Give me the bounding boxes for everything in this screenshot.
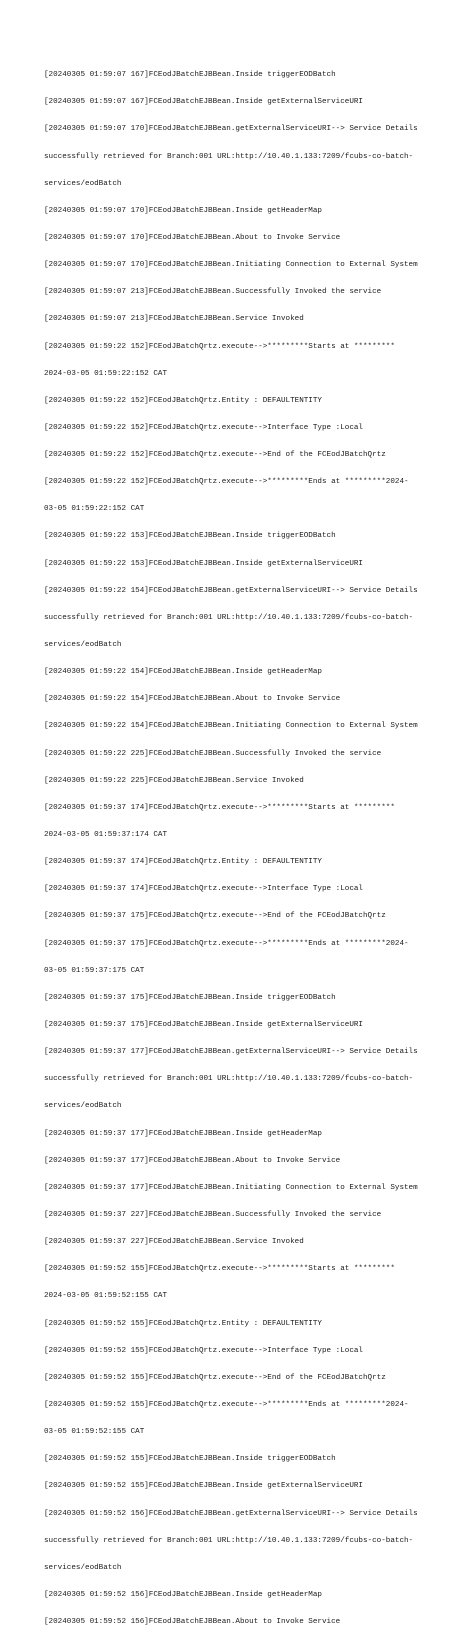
log-line: services/eodBatch [44, 179, 122, 188]
log-line: [20240305 01:59:22 152]FCEodJBatchQrtz.Entity : DEFAULTENTITY [44, 396, 322, 405]
log-line: [20240305 01:59:37 177]FCEodJBatchEJBBean.About to Invoke Service [44, 1156, 341, 1165]
log-line: [20240305 01:59:22 152]FCEodJBatchQrtz.execute-->Interface Type :Local [44, 423, 363, 432]
log-line: [20240305 01:59:52 156]FCEodJBatchEJBBean.getExternalServiceURI--> Service Details [44, 1509, 418, 1518]
log-line: [20240305 01:59:52 155]FCEodJBatchQrtz.Entity : DEFAULTENTITY [44, 1319, 322, 1328]
log-line: [20240305 01:59:07 170]FCEodJBatchEJBBean.About to Invoke Service [44, 233, 341, 242]
log-line: [20240305 01:59:22 154]FCEodJBatchEJBBean.getExternalServiceURI--> Service Details [44, 586, 418, 595]
log-line: [20240305 01:59:07 213]FCEodJBatchEJBBean.Successfully Invoked the service [44, 288, 382, 297]
log-line: 03-05 01:59:37:175 CAT [44, 966, 145, 975]
log-line: [20240305 01:59:37 174]FCEodJBatchQrtz.execute-->Interface Type :Local [44, 885, 363, 894]
log-line: [20240305 01:59:52 155]FCEodJBatchQrtz.execute-->*********Ends at *********2024- [44, 1400, 409, 1409]
log-line: [20240305 01:59:37 175]FCEodJBatchEJBBean.Inside triggerEODBatch [44, 993, 336, 1002]
log-line: services/eodBatch [44, 1102, 122, 1111]
log-line: [20240305 01:59:22 153]FCEodJBatchEJBBean.Inside triggerEODBatch [44, 532, 336, 541]
log-line: services/eodBatch [44, 641, 122, 650]
log-line: [20240305 01:59:37 227]FCEodJBatchEJBBean.Successfully Invoked the service [44, 1211, 382, 1219]
log-line: [20240305 01:59:22 225]FCEodJBatchEJBBean.Successfully Invoked the service [44, 749, 382, 758]
log-line: [20240305 01:59:37 174]FCEodJBatchQrtz.execute-->*********Starts at ********* [44, 803, 395, 812]
log-line: [20240305 01:59:37 177]FCEodJBatchEJBBean.Inside getHeaderMap [44, 1129, 322, 1138]
log-line: [20240305 01:59:22 154]FCEodJBatchEJBBean.About to Invoke Service [44, 695, 341, 704]
log-line: [20240305 01:59:22 154]FCEodJBatchEJBBean.Inside getHeaderMap [44, 668, 322, 677]
log-line: successfully retrieved for Branch:001 URL:http://10.40.1.133:7209/fcubs-co-batch- [44, 152, 414, 161]
log-line: [20240305 01:59:37 177]FCEodJBatchEJBBean.Initiating Connection to External System [44, 1183, 418, 1192]
log-line: [20240305 01:59:07 213]FCEodJBatchEJBBean.Service Invoked [44, 315, 304, 324]
log-line: [20240305 01:59:07 167]FCEodJBatchEJBBean.Inside triggerEODBatch [44, 71, 336, 80]
log-line: [20240305 01:59:52 155]FCEodJBatchEJBBean.Inside getExternalServiceURI [44, 1482, 363, 1491]
log-line: [20240305 01:59:22 152]FCEodJBatchQrtz.execute-->End of the FCEodJBatchQrtz [44, 451, 386, 460]
log-line: [20240305 01:59:22 154]FCEodJBatchEJBBean.Initiating Connection to External System [44, 722, 418, 731]
log-line: [20240305 01:59:07 167]FCEodJBatchEJBBean.Inside getExternalServiceURI [44, 98, 363, 107]
log-line: [20240305 01:59:37 175]FCEodJBatchEJBBean.Inside getExternalServiceURI [44, 1021, 363, 1030]
log-line: [20240305 01:59:37 175]FCEodJBatchQrtz.execute-->End of the FCEodJBatchQrtz [44, 912, 386, 921]
log-document [44, 53, 436, 1636]
log-line: [20240305 01:59:22 153]FCEodJBatchEJBBean.Inside getExternalServiceURI [44, 559, 363, 568]
log-line: 2024-03-05 01:59:37:174 CAT [44, 831, 168, 840]
log-line: [20240305 01:59:52 155]FCEodJBatchQrtz.execute-->Interface Type :Local [44, 1346, 363, 1355]
log-line: successfully retrieved for Branch:001 URL:http://10.40.1.133:7209/fcubs-co-batch- [44, 613, 414, 622]
log-line: [20240305 01:59:22 152]FCEodJBatchQrtz.execute-->*********Starts at ********* [44, 342, 395, 351]
log-line: [20240305 01:59:22 152]FCEodJBatchQrtz.execute-->*********Ends at *********2024- [44, 478, 409, 487]
log-line: successfully retrieved for Branch:001 URL:http://10.40.1.133:7209/fcubs-co-batch- [44, 1075, 414, 1084]
log-line: [20240305 01:59:37 174]FCEodJBatchQrtz.Entity : DEFAULTENTITY [44, 858, 322, 867]
log-line: [20240305 01:59:22 225]FCEodJBatchEJBBean.Service Invoked [44, 776, 304, 785]
log-line: 2024-03-05 01:59:22:152 CAT [44, 369, 168, 378]
log-line: 2024-03-05 01:59:52:155 CAT [44, 1292, 168, 1301]
log-line: [20240305 01:59:07 170]FCEodJBatchEJBBean.Initiating Connection to External System [44, 261, 418, 270]
log-line: [20240305 01:59:07 170]FCEodJBatchEJBBean.getExternalServiceURI--> Service Details [44, 125, 418, 134]
log-line: successfully retrieved for Branch:001 URL:http://10.40.1.133:7209/fcubs-co-batch- [44, 1536, 414, 1545]
log-line: [20240305 01:59:37 227]FCEodJBatchEJBBean.Service Invoked [44, 1238, 304, 1247]
log-line: [20240305 01:59:52 155]FCEodJBatchEJBBean.Inside triggerEODBatch [44, 1455, 336, 1464]
log-line: [20240305 01:59:52 156]FCEodJBatchEJBBean.Inside getHeaderMap [44, 1590, 322, 1599]
log-line: [20240305 01:59:52 155]FCEodJBatchQrtz.execute-->End of the FCEodJBatchQrtz [44, 1373, 386, 1382]
log-line: [20240305 01:59:07 170]FCEodJBatchEJBBean.Inside getHeaderMap [44, 206, 322, 215]
log-line: [20240305 01:59:37 177]FCEodJBatchEJBBean.getExternalServiceURI--> Service Details [44, 1048, 418, 1057]
log-line: [20240305 01:59:37 175]FCEodJBatchQrtz.execute-->*********Ends at *********2024- [44, 939, 409, 948]
log-line: [20240305 01:59:52 155]FCEodJBatchQrtz.execute-->*********Starts at ********* [44, 1265, 395, 1274]
log-line: 03-05 01:59:22:152 CAT [44, 505, 145, 514]
log-line: [20240305 01:59:52 156]FCEodJBatchEJBBean.About to Invoke Service [44, 1618, 341, 1627]
log-line: services/eodBatch [44, 1563, 122, 1572]
log-line: 03-05 01:59:52:155 CAT [44, 1428, 145, 1437]
